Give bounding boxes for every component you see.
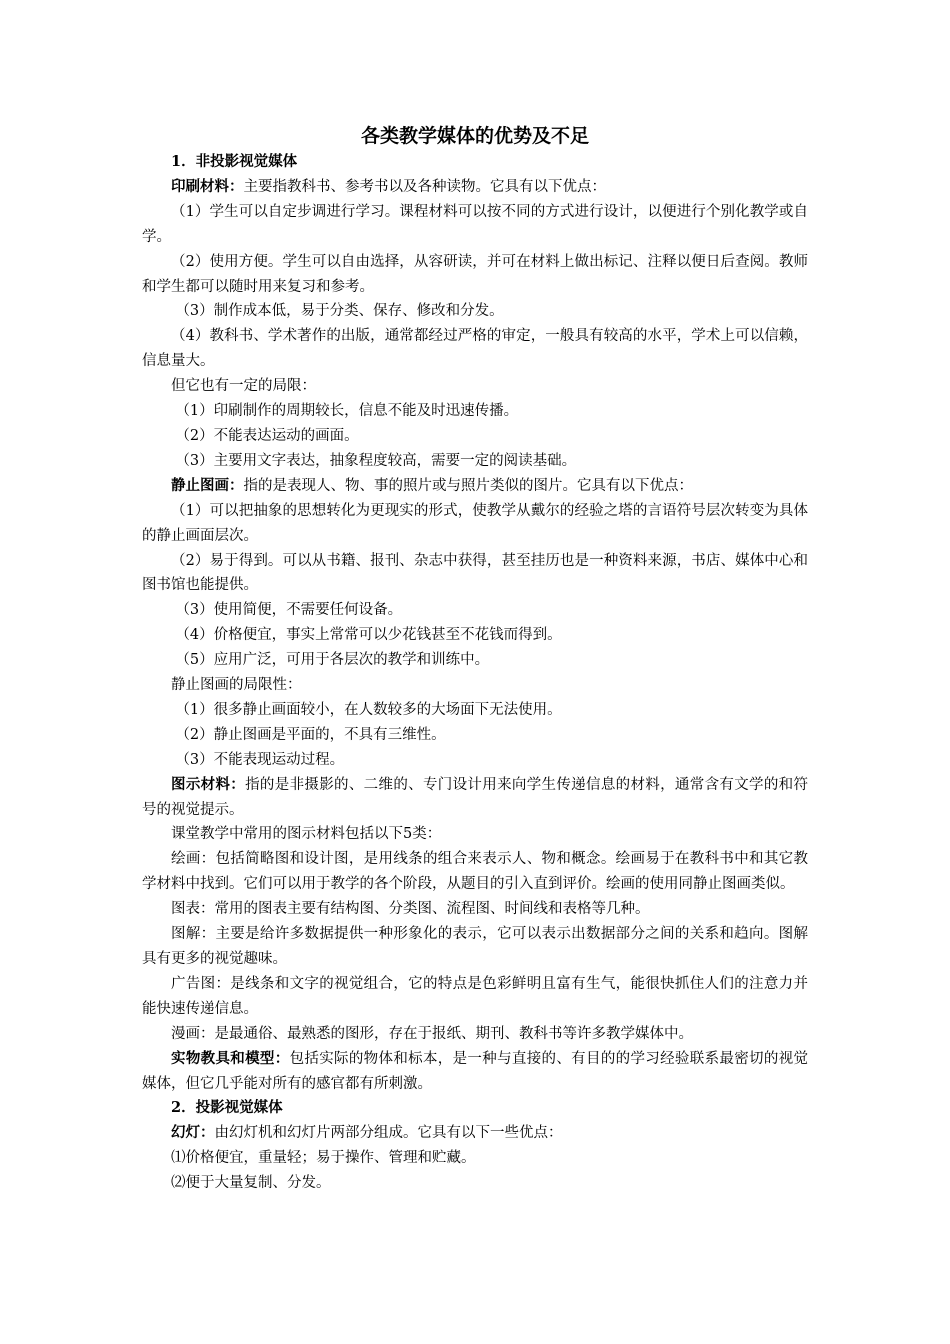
paragraph <box>142 1121 808 1146</box>
term-description: 指的是非摄影的、二维的、专门设计用来向学生传递信息的材料，通常含有文学的和符号的视觉提示。 <box>142 776 808 818</box>
paragraph: （1）可以把抽象的思想转化为更现实的形式，使教学从戴尔的经验之塔的言语符号层次转变为具体的静止画面层次。 <box>142 502 808 544</box>
paragraph: 广告图：是线条和文字的视觉组合，它的特点是色彩鲜明且富有生气，能很快抓住人们的注意力并能快速传递信息。 <box>142 975 808 1017</box>
paragraph: 课堂教学中常用的图示材料包括以下5类： <box>171 826 442 843</box>
paragraph: （2）静止图画是平面的，不具有三维性。 <box>175 726 446 743</box>
term-description: 包括实际的物体和标本，是一种与直接的、有目的的学习经验联系最密切的视觉媒体，但它几乎能对所有的感官都有所刺激。 <box>142 1050 809 1092</box>
term-description: 指的是表现人、物、事的照片或与照片类似的图片。它具有以下优点： <box>243 477 693 494</box>
section-heading-2: 2．投影视觉媒体 <box>171 1099 283 1117</box>
paragraph: （3）使用简便，不需要任何设备。 <box>175 602 403 619</box>
paragraph: 但它也有一定的局限： <box>171 378 316 395</box>
paragraph: ⑴价格便宜，重量轻；易于操作、管理和贮藏。 <box>171 1150 476 1167</box>
paragraph: 静止图画的局限性： <box>171 677 302 694</box>
paragraph: 漫画：是最通俗、最熟悉的图形，存在于报纸、期刊、教科书等许多教学媒体中。 <box>171 1025 693 1042</box>
paragraph: 绘画：包括简略图和设计图，是用线条的组合来表示人、物和概念。绘画易于在教科书中和其它教学材料中找到。它们可以用于教学的各个阶段，从题目的引入直到评价。绘画的使用同静止图画类似。 <box>142 851 808 893</box>
paragraph: 图表：常用的图表主要有结构图、分类图、流程图、时间线和表格等几种。 <box>171 901 650 918</box>
term-heading: 图示材料： <box>171 775 246 793</box>
paragraph <box>142 773 808 823</box>
paragraph: （1）很多静止画面较小，在人数较多的大场面下无法使用。 <box>175 701 562 718</box>
paragraph: （3）不能表现运动过程。 <box>175 751 345 768</box>
paragraph: （2）使用方便。学生可以自由选择，从容研读，并可在材料上做出标记、注释以便日后查阅。教师和学生都可以随时用来复习和参考。 <box>142 253 808 295</box>
document-body <box>142 150 808 1196</box>
term-description: 主要指教科书、参考书以及各种读物。它具有以下优点： <box>243 178 606 195</box>
document-title: 各类教学媒体的优势及不足 <box>360 125 589 147</box>
paragraph: （2）不能表达运动的画面。 <box>175 427 359 444</box>
term-description: 由幻灯机和幻灯片两部分组成。它具有以下一些优点： <box>214 1125 563 1142</box>
paragraph: ⑵便于大量复制、分发。 <box>171 1175 331 1192</box>
term-heading: 幻灯： <box>171 1124 215 1142</box>
term-heading: 实物教具和模型： <box>171 1049 290 1067</box>
paragraph: （1）印刷制作的周期较长，信息不能及时迅速传播。 <box>175 403 519 420</box>
paragraph: （4）价格便宜，事实上常常可以少花钱甚至不花钱而得到。 <box>175 627 562 644</box>
term-heading: 印刷材料： <box>171 177 244 195</box>
paragraph <box>142 474 808 499</box>
paragraph: （2）易于得到。可以从书籍、报刊、杂志中获得，甚至挂历也是一种资料来源，书店、媒体中心和图书馆也能提供。 <box>142 552 808 594</box>
term-heading: 静止图画： <box>171 476 244 494</box>
paragraph: （3）制作成本低，易于分类、保存、修改和分发。 <box>175 303 504 320</box>
paragraph: 图解：主要是给许多数据提供一种形象化的表示，它可以表示出数据部分之间的关系和趋向。图解具有更多的视觉趣味。 <box>142 926 808 967</box>
paragraph <box>142 1047 808 1097</box>
paragraph: （1）学生可以自定步调进行学习。课程材料可以按不同的方式进行设计，以便进行个别化教学或自学。 <box>142 203 808 245</box>
section-heading-1: 1．非投影视觉媒体 <box>171 153 298 170</box>
paragraph: （4）教科书、学术著作的出版，通常都经过严格的审定，一般具有较高的水平，学术上可以信赖，信息量大。 <box>142 328 808 370</box>
paragraph: （3）主要用文字表达，抽象程度较高，需要一定的阅读基础。 <box>175 452 577 469</box>
paragraph <box>142 175 808 200</box>
paragraph: （5）应用广泛，可用于各层次的教学和训练中。 <box>175 652 490 669</box>
